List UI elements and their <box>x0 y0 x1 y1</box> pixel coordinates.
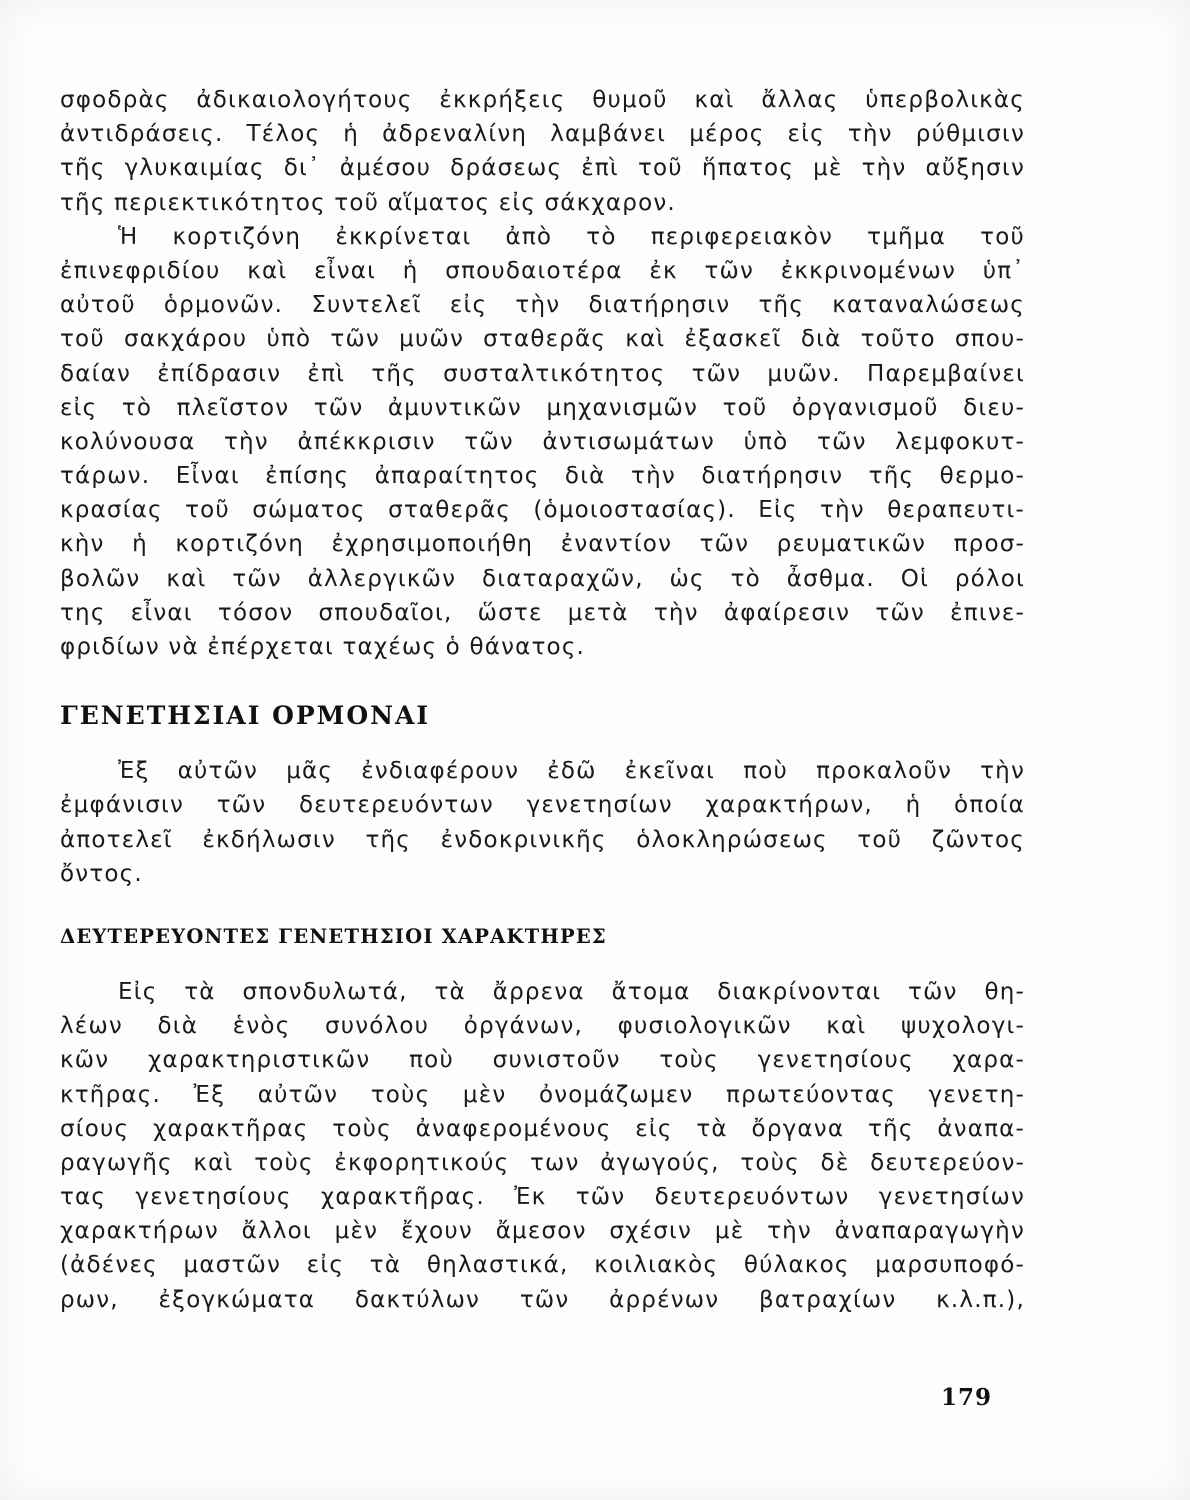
text-line: τάρων. Εἶναι ἐπίσης ἀπαραίτητος διὰ τὴν διατήρησιν τῆς θερμο- <box>60 463 1025 490</box>
text-line: κρασίας τοῦ σώματος σταθερᾶς (ὁμοιοστασίας). Εἰς τὴν θεραπευτι- <box>60 497 1025 524</box>
page-number: 179 <box>941 1384 993 1411</box>
text-line: ὄντος. <box>60 860 143 887</box>
subsection-heading: ΔΕΥΤΕΡΕΥΟΝΤΕΣ ΓΕΝΕΤΗΣΙΟΙ ΧΑΡΑΚΤΗΡΕΣ <box>60 924 607 948</box>
text-line: κὴν ἡ κορτιζόνη ἐχρησιμοποιήθη ἐναντίον τῶν ρευματικῶν προσ- <box>60 531 1025 558</box>
text-line: σφοδρὰς ἀδικαιολογήτους ἐκκρήξεις θυμοῦ καὶ ἄλλας ὑπερβολικὰς <box>60 87 1025 113</box>
section-heading: ΓΕΝΕΤΗΣΙΑΙ ΟΡΜΟΝΑΙ <box>60 701 431 731</box>
text-line: Ἐξ αὐτῶν μᾶς ἐνδιαφέρουν ἐδῶ ἐκεῖναι ποὺ προκαλοῦν τὴν <box>118 758 1025 785</box>
text-line: κῶν χαρακτηριστικῶν ποὺ συνιστοῦν τοὺς γενετησίους χαρα- <box>60 1047 1025 1074</box>
paragraph-1 <box>60 83 1040 220</box>
text-line: δαίαν ἐπίδρασιν ἐπὶ τῆς συσταλτικότητος τῶν μυῶν. Παρεμβαίνει <box>60 360 1025 387</box>
text-line: χαρακτήρων ἄλλοι μὲν ἔχουν ἄμεσον σχέσιν μὲ τὴν ἀναπαραγωγὴν <box>60 1218 1025 1245</box>
text-line: κτῆρας. Ἐξ αὐτῶν τοὺς μὲν ὀνομάζωμεν πρωτεύοντας γενετη- <box>60 1081 1025 1108</box>
text-line: σίους χαρακτῆρας τοὺς ἀναφερομένους εἰς τὰ ὄργανα τῆς ἀναπα- <box>60 1115 1025 1142</box>
text-line: βολῶν καὶ τῶν ἀλλεργικῶν διαταραχῶν, ὡς τὸ ἆσθμα. Οἱ ρόλοι <box>60 565 1025 592</box>
page-content <box>60 83 1040 1317</box>
paragraph-2 <box>60 220 1040 664</box>
text-line: ρων, ἐξογκώματα δακτύλων τῶν ἀρρένων βατραχίων κ.λ.π.), <box>60 1286 1025 1313</box>
text-line: τῆς περιεκτικότητος τοῦ αἵματος εἰς σάκχαρον. <box>60 189 676 216</box>
text-line: αὐτοῦ ὁρμονῶν. Συντελεῖ εἰς τὴν διατήρησιν τῆς καταναλώσεως <box>60 292 1025 319</box>
text-line: ἀποτελεῖ ἐκδήλωσιν τῆς ἐνδοκρινικῆς ὁλοκληρώσεως τοῦ ζῶντος <box>60 826 1025 853</box>
paragraph-3 <box>60 754 1040 891</box>
text-line: ραγωγῆς καὶ τοὺς ἐκφορητικούς των ἀγωγούς, τοὺς δὲ δευτερεύον- <box>60 1149 1025 1176</box>
text-line: ἐπινεφριδίου καὶ εἶναι ἡ σπουδαιοτέρα ἐκ τῶν ἐκκρινομένων ὑπ᾽ <box>60 257 1025 284</box>
text-line: τῆς γλυκαιμίας δι᾽ ἀμέσου δράσεως ἐπὶ τοῦ ἥπατος μὲ τὴν αὔξησιν <box>60 155 1025 182</box>
text-line: λέων διὰ ἑνὸς συνόλου ὀργάνων, φυσιολογικῶν καὶ ψυχολογι- <box>60 1013 1025 1040</box>
text-line: Ἡ κορτιζόνη ἐκκρίνεται ἀπὸ τὸ περιφερειακὸν τμῆμα τοῦ <box>118 223 1025 250</box>
text-line: ἀντιδράσεις. Τέλος ἡ ἀδρεναλίνη λαμβάνει μέρος εἰς τὴν ρύθμισιν <box>60 121 1025 148</box>
text-line: ἐμφάνισιν τῶν δευτερευόντων γενετησίων χαρακτήρων, ἡ ὁποία <box>60 792 1025 819</box>
text-line: εἰς τὸ πλεῖστον τῶν ἀμυντικῶν μηχανισμῶν τοῦ ὀργανισμοῦ διευ- <box>60 394 1025 421</box>
paragraph-4 <box>60 975 1040 1317</box>
text-line: της εἶναι τόσον σπουδαῖοι, ὥστε μετὰ τὴν ἀφαίρεσιν τῶν ἐπινε- <box>60 599 1025 626</box>
text-line: φριδίων νὰ ἐπέρχεται ταχέως ὁ θάνατος. <box>60 634 586 660</box>
text-line: (ἀδένες μαστῶν εἰς τὰ θηλαστικά, κοιλιακὸς θύλακος μαρσυποφό- <box>60 1252 1025 1279</box>
text-line: Εἰς τὰ σπονδυλωτά, τὰ ἄρρενα ἄτομα διακρίνονται τῶν θη- <box>118 978 1025 1005</box>
text-line: τοῦ σακχάρου ὑπὸ τῶν μυῶν σταθερᾶς καὶ ἐξασκεῖ διὰ τοῦτο σπου- <box>60 326 1025 353</box>
text-line: κολύνουσα τὴν ἀπέκκρισιν τῶν ἀντισωμάτων ὑπὸ τῶν λεμφοκυτ- <box>60 428 1025 455</box>
text-line: τας γενετησίους χαρακτῆρας. Ἐκ τῶν δευτερευόντων γενετησίων <box>60 1184 1025 1211</box>
